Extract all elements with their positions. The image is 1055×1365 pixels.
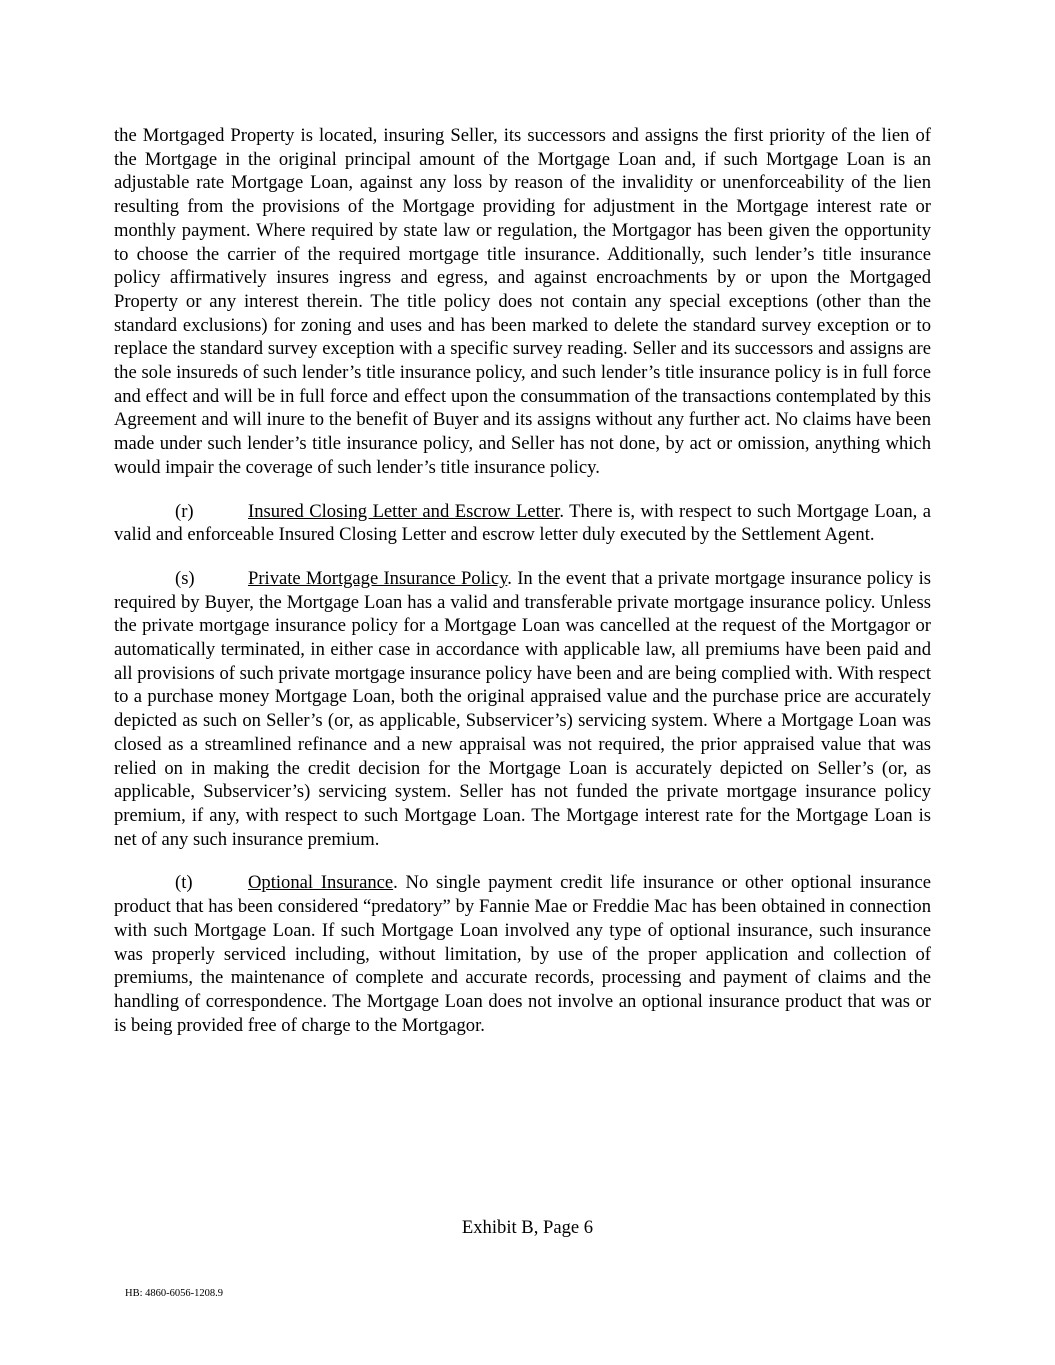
document-id: HB: 4860-6056-1208.9 bbox=[125, 1288, 223, 1299]
section-label: (s) bbox=[175, 567, 195, 589]
section-t bbox=[114, 871, 931, 1037]
section-body: . There is, with respect to such Mortgage Loan, a valid and enforceable Insured Closing Letter and escrow letter duly executed by the Settlement Agent. bbox=[114, 500, 931, 546]
section-body: . No single payment credit life insurance or other optional insurance product that has been considered “predatory” by Fannie Mae or Freddie Mac has been obtained in connection with such Mortgage Loan. If such Mortgage Loan involved any type of optional insurance, such insurance was properly serviced including, without limitation, by use of the proper application and collection of premiums, the maintenance of complete and accurate records, processing and payment of claims and the handling of correspondence. The Mortgage Loan does not involve an optional insurance product that was or is being provided free of charge to the Mortgagor. bbox=[114, 872, 931, 1036]
section-label: (r) bbox=[175, 500, 194, 522]
section-r bbox=[114, 500, 931, 547]
section-s bbox=[114, 567, 931, 851]
section-label: (t) bbox=[175, 872, 193, 894]
section-body: . In the event that a private mortgage insurance policy is required by Buyer, the Mortgage Loan has a valid and transferable private mortgage insurance policy. Unless the private mortgage insurance policy for a Mortgage Loan was cancelled at the request of the Mortgagor or automatically terminated, in either case in accordance with applicable law, all premiums have been paid and all provisions of such private mortgage insurance policy have been and are being complied with. With respect to a purchase money Mortgage Loan, both the original appraised value and the purchase price are accurately depicted as such on Seller’s (or, as applicable, Subservicer’s) servicing system. Where a Mortgage Loan was closed as a streamlined refinance and a new appraisal was not required, the prior appraised value that was relied on in making the credit decision for the Mortgage Loan is accurately depicted on Seller’s (or, as applicable, Subservicer’s) servicing system. Seller has not funded the private mortgage insurance policy premium, if any, with respect to such Mortgage Loan. The Mortgage interest rate for the Mortgage Loan is net of any such insurance premium. bbox=[114, 567, 932, 850]
section-heading: Optional Insurance bbox=[248, 872, 394, 894]
page-footer: Exhibit B, Page 6 bbox=[461, 1217, 594, 1238]
section-heading: Private Mortgage Insurance Policy bbox=[248, 567, 508, 589]
paragraph-q-continuation: the Mortgaged Property is located, insuring Seller, its successors and assigns the first priority of the lien of the Mortgage in the original principal amount of the Mortgage Loan and, if such Mortgage Loan is an adjustable rate Mortgage Loan, against any loss by reason of the invalidity or unenforceability of the lien resulting from the provisions of the Mortgage providing for adjustment in the Mortgage interest rate or monthly payment. Where required by state law or regulation, the Mortgagor has been given the opportunity to choose the carrier of the required mortgage title insurance. Additionally, such lender’s title insurance policy affirmatively insures ingress and egress, and against encroachments by or upon the Mortgaged Property or any interest therein. The title policy does not contain any special exceptions (other than the standard exclusions) for zoning and uses and has been marked to delete the standard survey exception or to replace the standard survey exception with a specific survey reading. Seller and its successors and assigns are the sole insureds of such lender’s title insurance policy, and such lender’s title insurance policy is in full force and effect and will be in full force and effect upon the consummation of the transactions contemplated by this Agreement and will inure to the benefit of Buyer and its assigns without any further act. No claims have been made under such lender’s title insurance policy, and Seller has not done, by act or omission, anything which would impair the coverage of such lender’s title insurance policy. bbox=[114, 125, 931, 478]
document-body bbox=[114, 124, 931, 1037]
section-heading: Insured Closing Letter and Escrow Letter bbox=[248, 500, 560, 522]
